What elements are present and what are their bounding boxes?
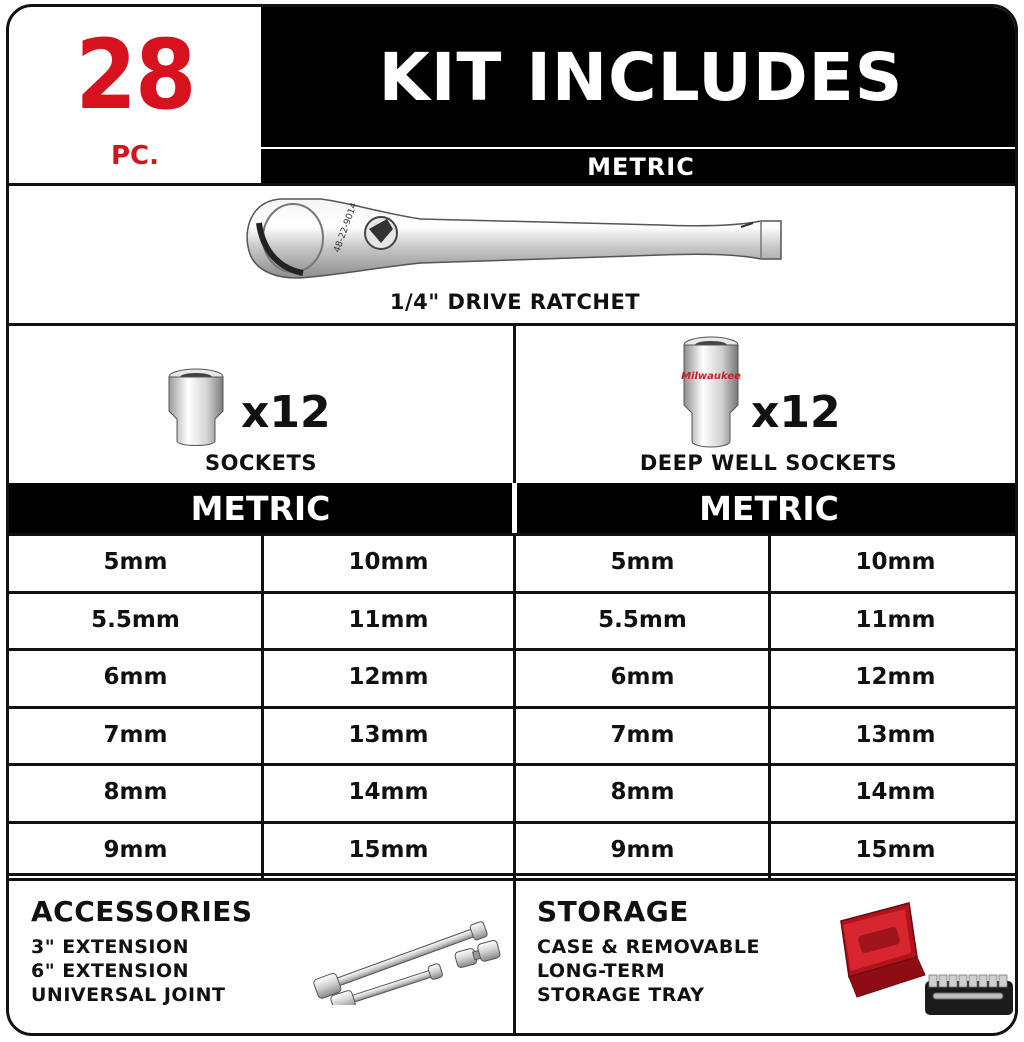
socket-size-cell: 12mm [348, 664, 429, 690]
deep-well-size-cell: 9mm [610, 836, 675, 863]
deep-well-size-cell: 7mm [610, 721, 675, 748]
title-subtitle: METRIC [261, 147, 1018, 185]
socket-size-cell: 8mm [103, 779, 168, 805]
ratchet-image [241, 193, 789, 283]
socket-size-cell: 10mm [348, 549, 429, 575]
sockets-label: SOCKETS [205, 451, 317, 475]
deep-well-metric-bar: METRIC [517, 483, 1018, 533]
deep-well-quantity: x12 [751, 387, 841, 438]
deep-well-size-cell: 13mm [855, 721, 936, 748]
deep-well-size-cell: 5mm [610, 549, 675, 575]
deep-well-size-cell: 10mm [855, 549, 936, 575]
sockets-quantity: x12 [241, 387, 331, 438]
grid-row-line [9, 878, 1018, 881]
deep-well-size-cell: 5.5mm [598, 606, 687, 633]
socket-size-cell: 11mm [348, 606, 429, 633]
socket-size-cell: 6mm [103, 664, 168, 690]
grid-column-line [768, 533, 771, 878]
piece-count-unit: PC. [110, 141, 159, 171]
socket-size-cell: 14mm [348, 779, 429, 805]
socket-size-cell: 5.5mm [91, 606, 180, 633]
socket-size-cell: 15mm [348, 836, 429, 863]
divider [513, 873, 516, 1036]
deep-well-size-cell: 6mm [610, 664, 675, 690]
ratchet-part-number: 48-22-9014 [332, 201, 360, 255]
accessories-image [307, 913, 503, 1005]
accessory-item: 6" EXTENSION [31, 960, 190, 982]
deep-well-socket-icon [681, 335, 741, 451]
socket-icon [167, 367, 225, 449]
deep-well-size-cell: 12mm [855, 664, 936, 690]
accessory-item: UNIVERSAL JOINT [31, 984, 226, 1006]
accessory-item: 3" EXTENSION [31, 936, 190, 958]
socket-size-cell: 7mm [103, 721, 168, 748]
socket-size-cell: 13mm [348, 721, 429, 748]
storage-item: CASE & REMOVABLE [537, 936, 760, 958]
accessories-title: ACCESSORIES [31, 895, 253, 928]
storage-item: STORAGE TRAY [537, 984, 705, 1006]
deep-well-label: DEEP WELL SOCKETS [639, 451, 898, 475]
storage-item: LONG-TERM [537, 960, 666, 982]
sockets-metric-bar: METRIC [9, 483, 512, 533]
ratchet-label: 1/4" DRIVE RATCHET [389, 290, 641, 314]
deep-well-size-cell: 14mm [855, 779, 936, 805]
title-band [261, 7, 1018, 147]
piece-count-box [9, 7, 264, 183]
socket-size-cell: 9mm [103, 836, 168, 863]
brand-mark: Milwaukee [681, 371, 741, 382]
socket-size-cell: 5mm [103, 549, 168, 575]
ratchet-section [9, 183, 1018, 323]
kit-contents-card [6, 4, 1018, 1036]
grid-column-line [261, 533, 264, 878]
storage-title: STORAGE [537, 895, 689, 928]
grid-column-line [513, 533, 516, 878]
deep-well-size-cell: 15mm [855, 836, 936, 863]
piece-count: 28 [75, 19, 195, 131]
deep-well-size-cell: 11mm [855, 606, 936, 633]
storage-case-image [829, 897, 1017, 1025]
page-title: KIT INCLUDES [378, 38, 904, 116]
deep-well-size-cell: 8mm [610, 779, 675, 805]
